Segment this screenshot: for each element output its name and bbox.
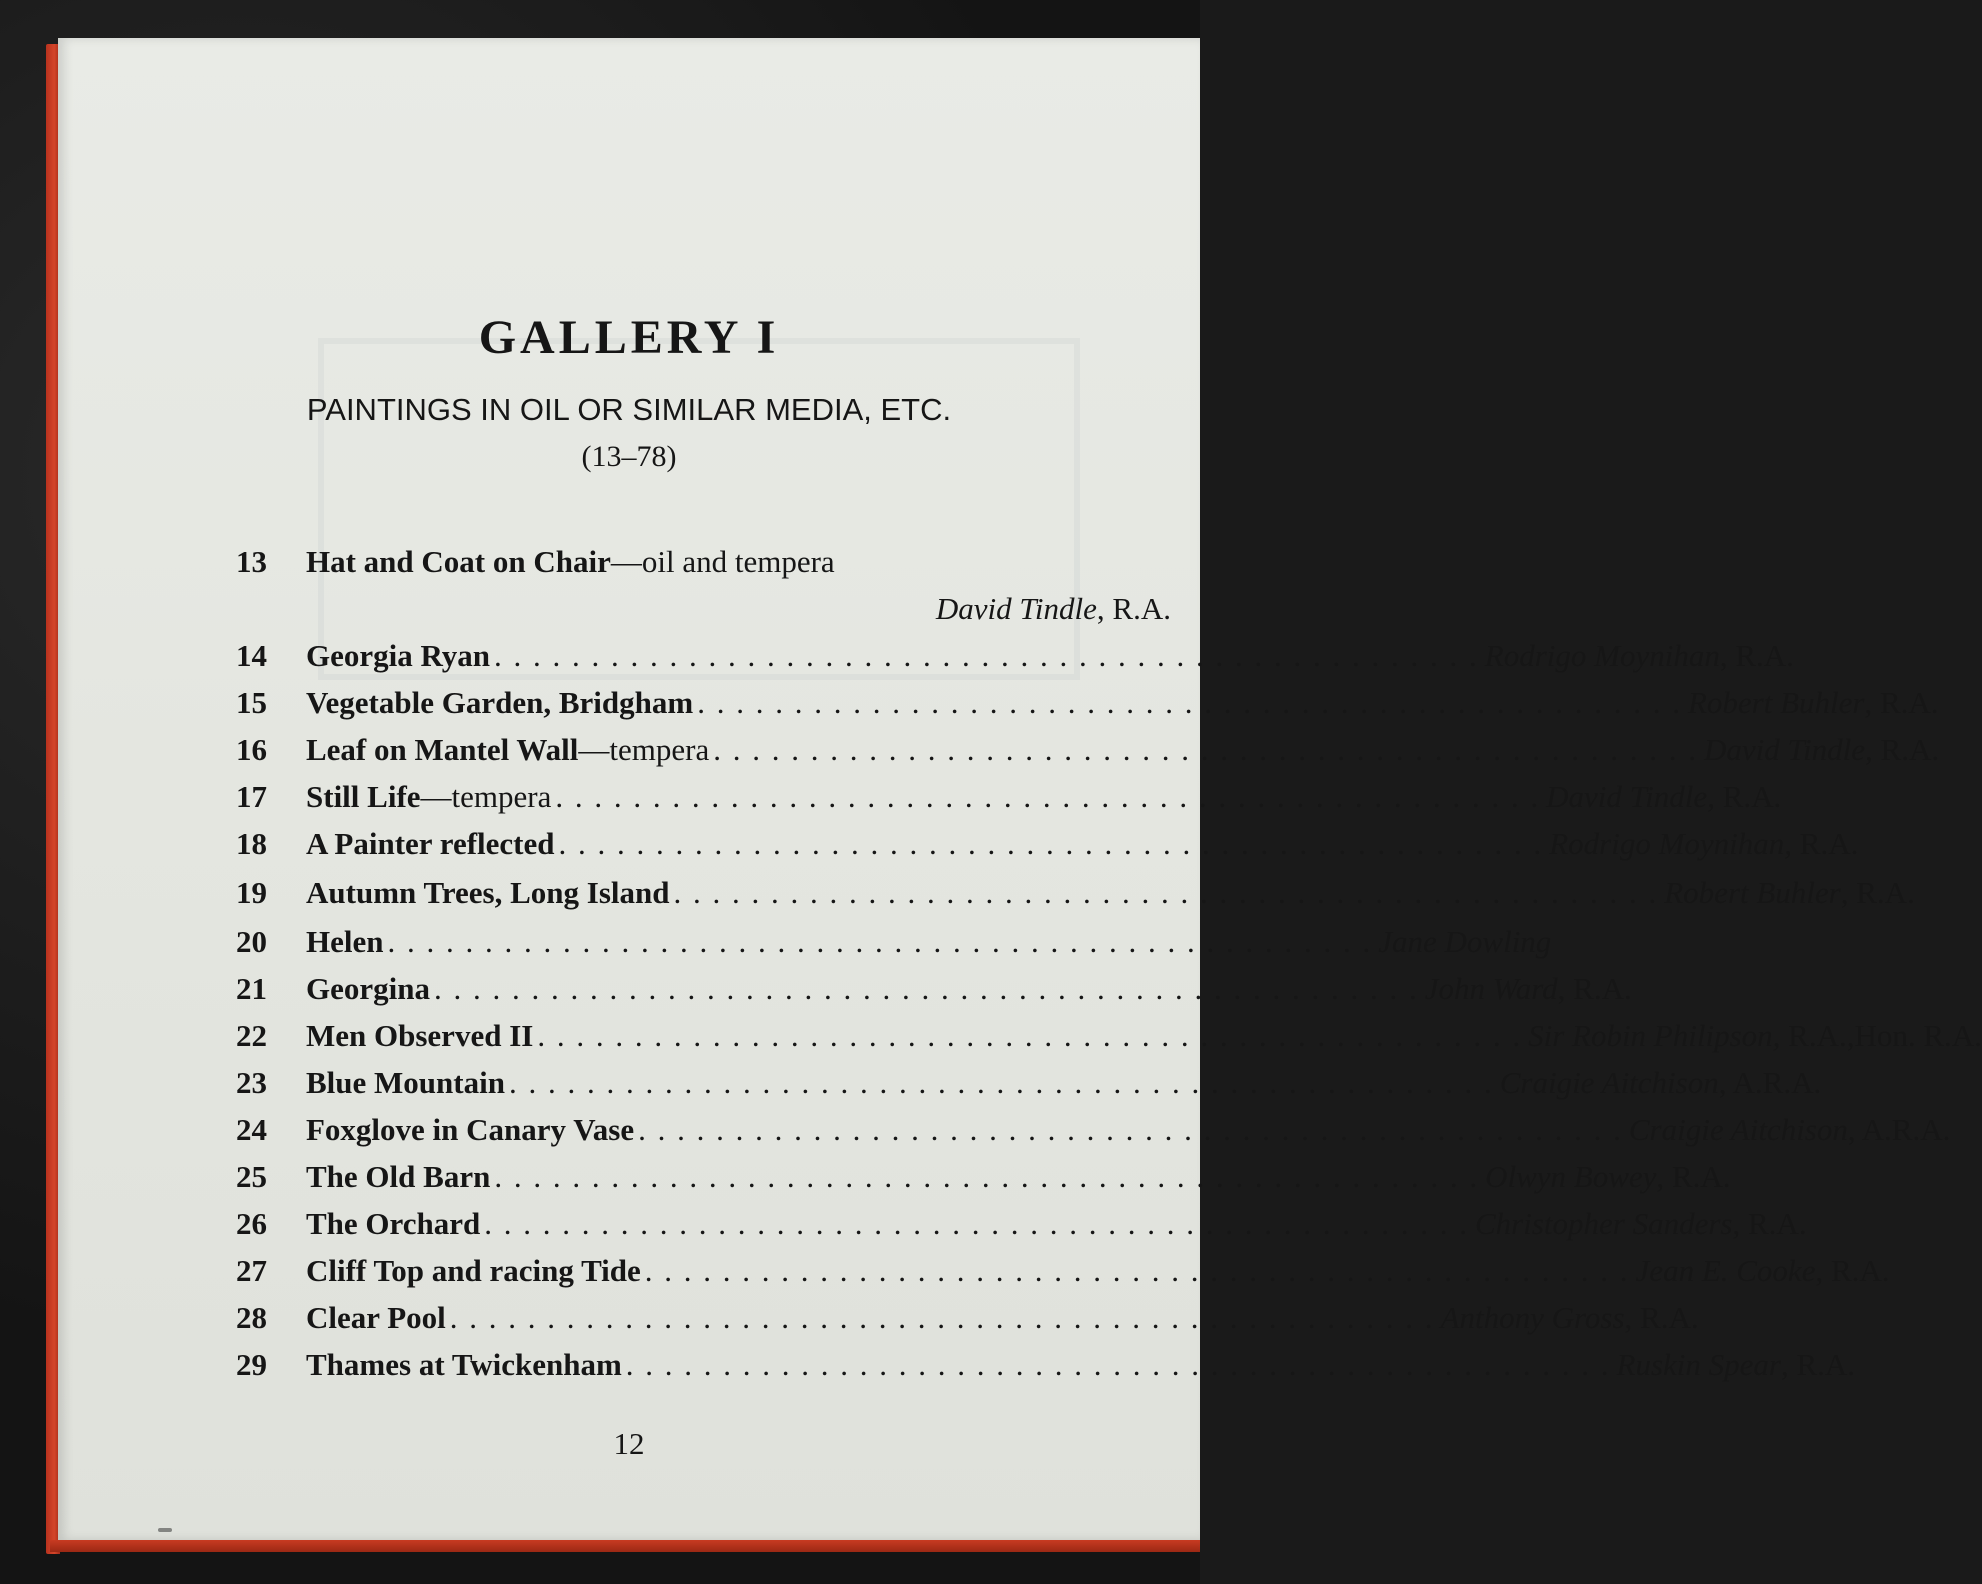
entry-medium: —oil and tempera — [610, 544, 835, 579]
dot-leader: . . . . . . . . . . . . . . . . . . . . . . . . . . . . . . . . . . . . . . . . . . . . . . . . . . . — [713, 732, 1698, 767]
entry-honours: , R.A. — [1557, 971, 1632, 1006]
entry-artist-group — [1441, 1294, 1699, 1341]
dot-leader: . . . . . . . . . . . . . . . . . . . . . . . . . . . . . . . . . . . . . . . . . . . . . . . . . . . — [644, 1253, 1630, 1288]
entry-artist: John Ward — [1424, 971, 1558, 1006]
entry-number: 29 — [236, 1347, 267, 1382]
entry-title-group — [306, 1059, 1500, 1106]
entry-title-group — [306, 918, 1378, 965]
gallery-heading: GALLERY I — [478, 311, 780, 364]
entry-honours: , R.A. — [1864, 685, 1939, 720]
entry-honours: R.A.,Hon. R.A. — [1780, 1018, 1982, 1053]
entry-title: The Old Barn — [306, 1159, 491, 1194]
catalogue-entry — [236, 1106, 1951, 1153]
entry-artist-group — [1617, 1341, 1856, 1388]
entry-title-group — [306, 1294, 1441, 1341]
entry-title: Thames at Twickenham — [306, 1347, 622, 1382]
entry-honours: , R.A. — [1780, 1347, 1856, 1382]
entry-title: Cliff Top and racing Tide — [306, 1253, 641, 1288]
entry-artist-group — [1546, 773, 1781, 820]
red-cover-bottom-edge — [50, 1540, 1200, 1552]
entry-number: 17 — [236, 779, 267, 814]
entry-artist-line — [236, 585, 1171, 632]
entry-artist-group — [1704, 726, 1939, 773]
entry-number: 28 — [236, 1300, 267, 1335]
entry-title-group — [306, 1341, 1617, 1388]
entry-artist-group — [1688, 679, 1939, 726]
entry-artist-group — [1475, 1200, 1807, 1247]
entry-title-group — [306, 1153, 1485, 1200]
entry-artist-group — [1425, 965, 1632, 1012]
catalogue-entry — [236, 918, 1552, 965]
dot-leader: . . . . . . . . . . . . . . . . . . . . . . . . . . . . . . . . . . . . . . . . . . . . . . . . . . . — [697, 685, 1682, 720]
catalogue-entry — [236, 632, 1794, 679]
entry-artist: Jane Dowling — [1378, 924, 1552, 959]
entry-title: Blue Mountain — [306, 1065, 505, 1100]
dot-leader: . . . . . . . . . . . . . . . . . . . . . . . . . . . . . . . . . . . . . . . . . . . . . . . . . . . — [537, 1018, 1523, 1053]
entry-title-group — [306, 726, 1704, 773]
entry-honours: , A.R.A. — [1718, 1065, 1822, 1100]
catalogue-entry — [236, 679, 1939, 726]
entry-number: 16 — [236, 732, 267, 767]
entry-medium: —tempera — [578, 732, 710, 767]
entry-number: 22 — [236, 1018, 267, 1053]
entry-title-group — [306, 1200, 1475, 1247]
entry-artist-group — [936, 591, 1171, 626]
entry-artist-group — [1485, 1153, 1730, 1200]
entry-honours: , R.A. — [1840, 875, 1915, 910]
entry-title-group — [306, 538, 1171, 585]
dot-leader: . . . . . . . . . . . . . . . . . . . . . . . . . . . . . . . . . . . . . . . . . . . . . . . . . . . — [387, 924, 1373, 959]
entry-artist: Anthony Gross — [1440, 1300, 1625, 1335]
entry-title: A Painter reflected — [306, 826, 555, 861]
entry-artist-group — [1549, 820, 1858, 867]
catalogue-list — [236, 538, 1982, 1388]
paper-blemish — [158, 1528, 172, 1532]
entry-honours: , A.R.A. — [1847, 1112, 1951, 1147]
entry-number: 21 — [236, 971, 267, 1006]
catalogue-entry — [236, 1059, 1822, 1106]
entry-honours: , R.A. — [1815, 1253, 1890, 1288]
catalogue-entry — [236, 1247, 1890, 1294]
entry-medium: —tempera — [420, 779, 552, 814]
dot-leader: . . . . . . . . . . . . . . . . . . . . . . . . . . . . . . . . . . . . . . . . . . . . . . . . . . . — [494, 1159, 1480, 1194]
entry-artist: Olwyn Bowey — [1485, 1159, 1657, 1194]
entry-title: Helen — [306, 924, 384, 959]
dot-leader: . . . . . . . . . . . . . . . . . . . . . . . . . . . . . . . . . . . . . . . . . . . . . . . . . . . — [508, 1065, 1494, 1100]
entry-artist: Craigie Aitchison — [1628, 1112, 1848, 1147]
dot-leader: . . . . . . . . . . . . . . . . . . . . . . . . . . . . . . . . . . . . . . . . . . . . . . . . . . . — [484, 1206, 1469, 1241]
entry-title-group — [306, 1106, 1629, 1153]
entry-number: 13 — [236, 544, 267, 579]
entry-number: 27 — [236, 1253, 267, 1288]
entry-title: Foxglove in Canary Vase — [306, 1112, 635, 1147]
entry-title-group — [306, 965, 1425, 1012]
dot-leader: . . . . . . . . . . . . . . . . . . . . . . . . . . . . . . . . . . . . . . . . . . . . . . . . . . . — [673, 875, 1659, 910]
entry-artist: Rodrigo Moynihan, — [1549, 826, 1793, 861]
catalogue-entry — [236, 773, 1782, 820]
entry-number: 20 — [236, 924, 267, 959]
entry-title: Hat and Coat on Chair — [306, 544, 611, 579]
catalogue-entry — [236, 538, 1171, 585]
entry-title-group — [306, 679, 1688, 726]
dot-leader: . . . . . . . . . . . . . . . . . . . . . . . . . . . . . . . . . . . . . . . . . . . . . . . . . . . — [449, 1300, 1435, 1335]
dot-leader: . . . . . . . . . . . . . . . . . . . . . . . . . . . . . . . . . . . . . . . . . . . . . . . . . . . — [555, 779, 1541, 814]
entry-honours: R.A. — [1792, 826, 1859, 861]
entry-title-group — [306, 1012, 1528, 1059]
entry-artist: Christopher Sanders — [1475, 1206, 1733, 1241]
entry-artist-group — [1500, 1059, 1822, 1106]
entry-artist: Robert Buhler — [1664, 875, 1841, 910]
entry-number: 19 — [236, 875, 267, 910]
entry-artist: Robert Buhler — [1687, 685, 1865, 720]
entry-number: 15 — [236, 685, 267, 720]
entry-title: Georgina — [306, 971, 430, 1006]
entry-title-group — [306, 1247, 1636, 1294]
catalogue-entry — [236, 1341, 1856, 1388]
catalogue-page — [58, 38, 1982, 1540]
entry-title-group — [306, 867, 1664, 918]
entry-title-group — [306, 773, 1546, 820]
dot-leader: . . . . . . . . . . . . . . . . . . . . . . . . . . . . . . . . . . . . . . . . . . . . . . . . . . . — [625, 1347, 1611, 1382]
entry-artist: Craigie Aitchison — [1499, 1065, 1719, 1100]
catalogue-entry — [236, 867, 1915, 918]
entry-artist-group — [1528, 1012, 1982, 1059]
entry-artist: Sir Robin Philipson, — [1528, 1018, 1781, 1053]
entry-title-group — [306, 632, 1485, 679]
entry-title: Leaf on Mantel Wall — [306, 732, 579, 767]
entry-artist-group — [1664, 867, 1915, 918]
page-number: 12 — [613, 1426, 645, 1461]
catalogue-entry — [236, 1012, 1982, 1059]
catalogue-range: (13–78) — [581, 440, 677, 473]
entry-title: Georgia Ryan — [306, 638, 491, 673]
entry-artist-group — [1629, 1106, 1951, 1153]
entry-number: 14 — [236, 638, 267, 673]
entry-honours: R.A. — [1872, 732, 1940, 767]
entry-number: 23 — [236, 1065, 267, 1100]
section-subtitle: PAINTINGS IN OIL OR SIMILAR MEDIA, ETC. — [306, 392, 952, 427]
entry-artist: David Tindle — [935, 591, 1097, 626]
catalogue-entry — [236, 965, 1632, 1012]
entry-number: 25 — [236, 1159, 267, 1194]
entry-artist: David Tindle, — [1703, 732, 1873, 767]
dot-leader: . . . . . . . . . . . . . . . . . . . . . . . . . . . . . . . . . . . . . . . . . . . . . . . . . . . — [434, 971, 1419, 1006]
entry-artist-group — [1636, 1247, 1890, 1294]
entry-artist-group — [1378, 918, 1551, 965]
dot-leader: . . . . . . . . . . . . . . . . . . . . . . . . . . . . . . . . . . . . . . . . . . . . . . . . . . . — [494, 638, 1479, 673]
entry-artist: David Tindle, — [1546, 779, 1715, 814]
dot-leader: . . . . . . . . . . . . . . . . . . . . . . . . . . . . . . . . . . . . . . . . . . . . . . . . . . . — [638, 1112, 1623, 1147]
catalogue-entry — [236, 820, 1859, 867]
entry-title: The Orchard — [306, 1206, 481, 1241]
entry-artist-group — [1485, 632, 1794, 679]
catalogue-entry — [236, 1294, 1699, 1341]
entry-honours: , R.A. — [1656, 1159, 1731, 1194]
entry-title: Men Observed II — [306, 1018, 534, 1053]
entry-artist: Rodrigo Moynihan — [1484, 638, 1720, 673]
entry-honours: , R.A. — [1624, 1300, 1699, 1335]
entry-number: 26 — [236, 1206, 267, 1241]
entry-title: Clear Pool — [306, 1300, 446, 1335]
entry-honours: , R.A. — [1719, 638, 1794, 673]
entry-honours: , R.A. — [1096, 591, 1171, 626]
catalogue-entry — [236, 1200, 1807, 1247]
entry-honours: R.A. — [1714, 779, 1782, 814]
entry-number: 18 — [236, 826, 267, 861]
entry-number: 24 — [236, 1112, 267, 1147]
dot-leader: . . . . . . . . . . . . . . . . . . . . . . . . . . . . . . . . . . . . . . . . . . . . . . . . . . . — [558, 826, 1544, 861]
entry-title: Vegetable Garden, Bridgham — [306, 685, 694, 720]
entry-title-group — [306, 820, 1549, 867]
catalogue-entry — [236, 1153, 1731, 1200]
entry-artist: Ruskin Spear — [1616, 1347, 1781, 1382]
entry-honours: , R.A. — [1732, 1206, 1807, 1241]
entry-title: Autumn Trees, Long Island — [306, 875, 670, 910]
entry-title: Still Life — [306, 779, 421, 814]
catalogue-entry — [236, 726, 1940, 773]
entry-artist: Jean E. Cooke — [1635, 1253, 1816, 1288]
